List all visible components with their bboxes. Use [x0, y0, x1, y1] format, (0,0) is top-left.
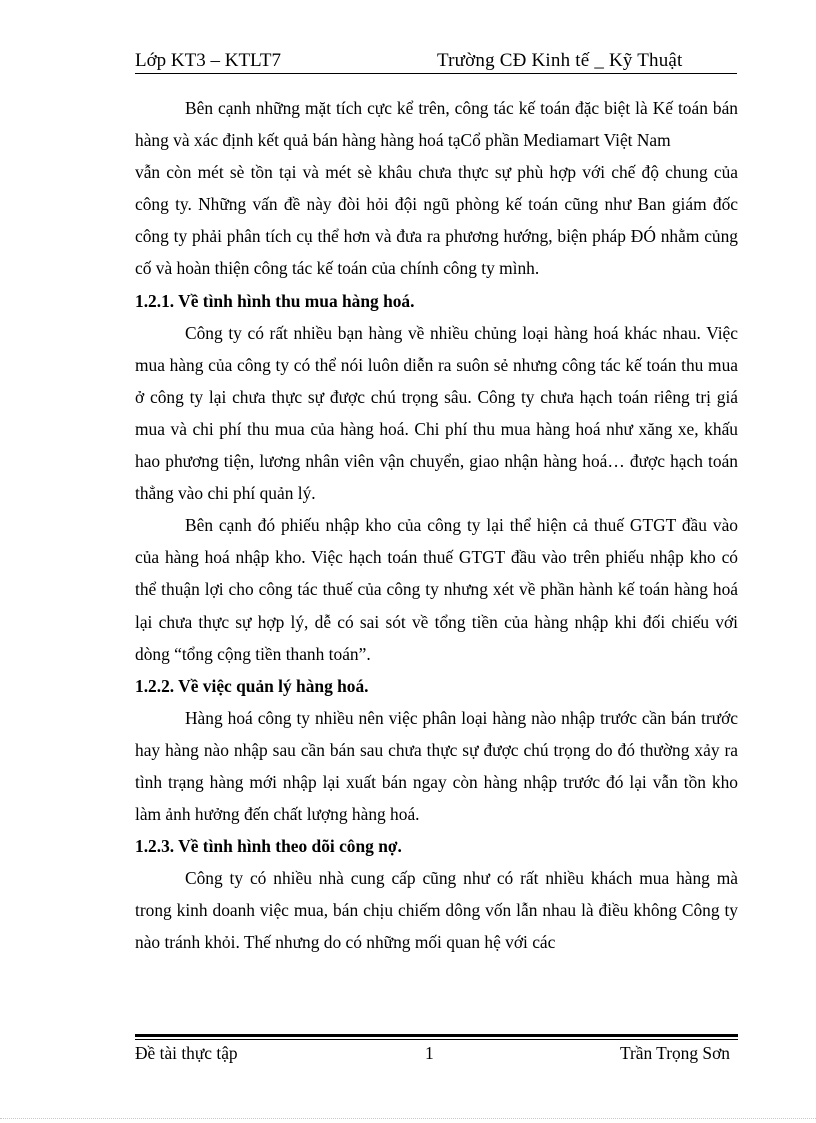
paragraph-goods-management: Hàng hoá công ty nhiều nên việc phân loại hàng nào nhập trước cần bán trước hay hàng nào nhập sau cần bán sau chưa thực sự được chú trọng do đó thường xảy ra tình trạng hàng mới nhập lại xuất bán ngay còn hàng nhập trước đó lại vẫn tồn kho làm ảnh hưởng đến chất lượng hàng hoá. — [135, 707, 738, 825]
paragraph-intro-part2: vẫn còn mét sè tồn tại và mét sè khâu chưa thực sự phù hợp với chế độ chung của công ty. Những vấn đề này đòi hỏi đội ngũ phòng kế toán cũng như Ban giám đốc công ty phải phân tích cụ thể hơn và đưa ra phương hướng, biện pháp ĐÓ nhằm củng cố và hoàn thiện công tác kế toán của chính công ty mình. — [135, 162, 738, 279]
footer-topic-label: Đề tài thực tập — [135, 1043, 238, 1063]
page-number: 1 — [425, 1043, 434, 1063]
footer-author-name: Trần Trọng Sơn — [619, 1043, 730, 1063]
section-heading-1-2-2: 1.2.2. Về việc quản lý hàng hoá. — [135, 675, 369, 696]
paragraph-intro-part1: Bên cạnh những mặt tích cực kể trên, công tác kế toán đặc biệt là Kế toán bán hàng và xác định kết quả bán hàng hàng hoá tạCổ phần Mediamart Việt Nam — [135, 98, 738, 151]
page-boundary — [0, 1118, 816, 1119]
document-body — [135, 92, 738, 959]
paragraph-vat-receipts: Bên cạnh đó phiếu nhập kho của công ty lại thể hiện cả thuế GTGT đầu vào của hàng hoá nhập kho. Việc hạch toán thuế GTGT đầu vào trên phiếu nhập kho có thể thuận lợi cho công tác thuế của công ty nhưng xét về phần hành kế toán hàng hoá lại chưa thực sự hợp lý, dễ có sai sót về tổng tiền của hàng nhập khi đối chiếu với dòng “tổng cộng tiền thanh toán”. — [135, 515, 738, 664]
footer-divider-thick — [135, 1034, 738, 1037]
paragraph-debt-tracking: Công ty có nhiều nhà cung cấp cũng như có rất nhiều khách mua hàng mà trong kinh doanh việc mua, bán chịu chiếm dông vốn lẫn nhau là điều không Công ty nào tránh khỏi. Thế nhưng do có những mối quan hệ với các — [135, 868, 738, 953]
footer-divider-thin — [135, 1039, 738, 1040]
header-class-label: Lớp KT3 – KTLT7 — [135, 50, 282, 71]
paragraph-purchasing: Công ty có rất nhiều bạn hàng về nhiều chủng loại hàng hoá khác nhau. Việc mua hàng của công ty có thể nói luôn diễn ra suôn sẻ nhưng công tác kế toán thu mua ở công ty lại chưa thực sự được chú trọng sâu. Công ty chưa hạch toán riêng trị giá mua và chi phí thu mua của hàng hoá. Chi phí thu mua hàng hoá như xăng xe, khấu hao phương tiện, lương nhân viên vận chuyển, giao nhận hàng hoá… được hạch toán thẳng vào chi phí quản lý. — [135, 322, 738, 504]
section-heading-1-2-3: 1.2.3. Về tình hình theo dõi công nợ. — [135, 836, 402, 857]
page-header — [135, 46, 737, 74]
page-footer — [135, 1043, 738, 1067]
header-school-name: Trường CĐ Kinh tế _ Kỹ Thuật — [437, 50, 683, 71]
section-heading-1-2-1: 1.2.1. Về tình hình thu mua hàng hoá. — [135, 290, 415, 311]
header-divider — [135, 73, 737, 74]
